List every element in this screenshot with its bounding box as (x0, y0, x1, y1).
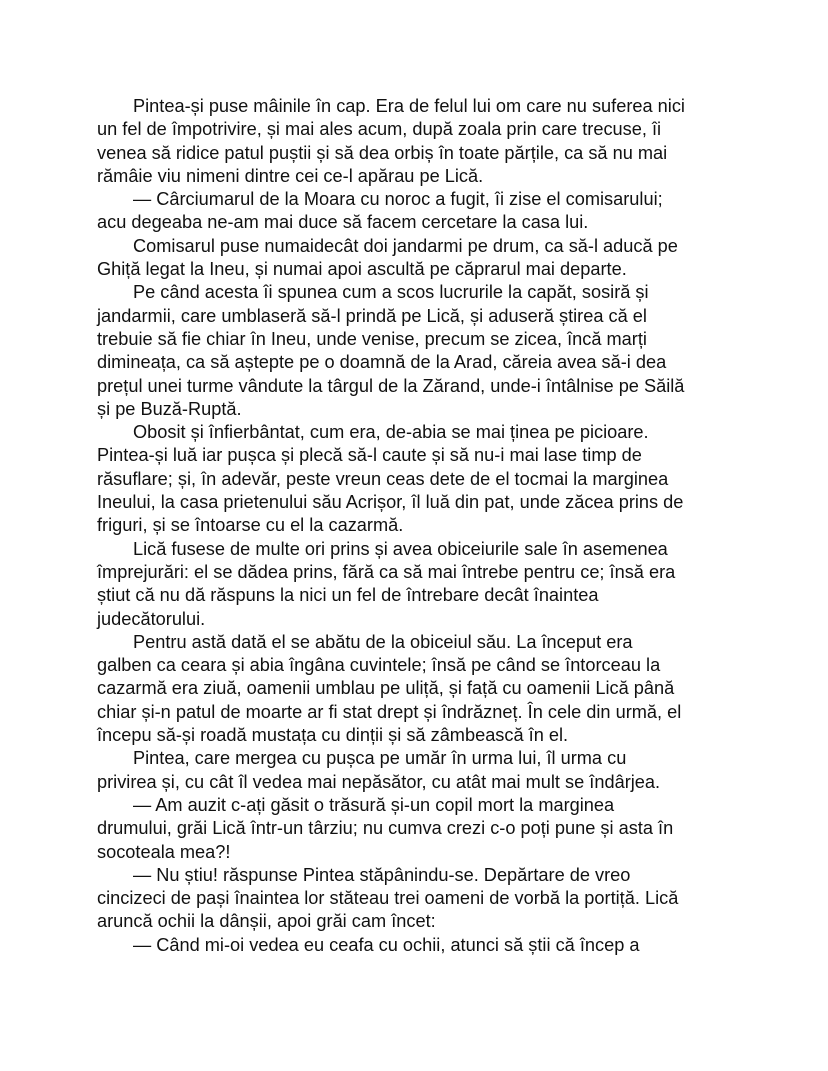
text-line: răsuflare; și, în adevăr, peste vreun ceas dete de el tocmai la marginea (97, 468, 669, 489)
text-line: aruncă ochii la dânșii, apoi grăi cam încet: (97, 911, 436, 932)
text-line: trebuie să fie chiar în Ineu, unde venise, precum se zicea, încă marți (97, 328, 647, 349)
document-page (97, 95, 747, 957)
text-line: Ineului, la casa prietenului său Acrișor, îl luă din pat, unde zăcea prins de (97, 492, 684, 513)
text-line: Pintea, care mergea cu pușca pe umăr în urma lui, îl urma cu (133, 748, 627, 769)
text-line: — Când mi-oi vedea eu ceafa cu ochii, atunci să știi că încep a (133, 934, 640, 955)
text-line: jandarmii, care umblaseră să-l prindă pe Lică, și aduseră știrea că el (97, 305, 647, 326)
text-line: Pintea-și puse mâinile în cap. Era de felul lui om care nu suferea nici (133, 96, 685, 116)
text-line: privirea și, cu cât îl vedea mai nepăsător, cu atât mai mult se îndârjea. (97, 771, 661, 792)
text-line: socoteala mea?! (97, 841, 231, 862)
text-line: Obosit și înfierbântat, cum era, de-abia se mai ținea pe picioare. (133, 422, 649, 443)
text-line: împrejurări: el se dădea prins, fără ca să mai întrebe pentru ce; însă era (97, 561, 676, 582)
text-line: un fel de împotrivire, și mai ales acum, după zoala prin care trecuse, îi (97, 119, 662, 140)
text-line: judecătorului. (97, 608, 206, 629)
text-line: Pintea-și luă iar pușca și plecă să-l caute și să nu-i mai lase timp de (97, 445, 642, 466)
text-line: cincizeci de pași înaintea lor stăteau trei oameni de vorbă la portiță. Lică (97, 888, 679, 909)
text-line: cazarmă era ziuă, oamenii umblau pe uliță, și față cu oamenii Lică până (97, 678, 675, 699)
text-line: — Cârciumarul de la Moara cu noroc a fugit, îi zise el comisarului; (133, 189, 663, 210)
text-line: venea să ridice patul puștii și să dea orbiș în toate părțile, ca să nu mai (97, 142, 668, 163)
text-line: — Am auzit c-ați găsit o trăsură și-un copil mort la marginea (133, 794, 615, 815)
text-line: dimineața, ca să aștepte pe o doamnă de la Arad, căreia avea să-i dea (97, 352, 667, 373)
text-line: Lică fusese de multe ori prins și avea obiceiurile sale în asemenea (133, 538, 668, 559)
text-line: — Nu știu! răspunse Pintea stăpânindu-se. Depărtare de vreo (133, 864, 631, 885)
text-line: friguri, și se întoarse cu el la cazarmă. (97, 515, 404, 536)
text-line: Pe când acesta îi spunea cum a scos lucrurile la capăt, sosiră și (133, 282, 649, 303)
text-line: rămâie viu nimeni dintre cei ce-l apărau pe Lică. (97, 165, 484, 186)
text-line: Comisarul puse numaidecât doi jandarmi pe drum, ca să-l aducă pe (133, 235, 678, 256)
text-line: chiar și-n patul de moarte ar fi stat drept și îndrăzneț. În cele din urmă, el (97, 701, 682, 722)
text-line: începu să-și roadă mustața cu dinții și să zâmbească în el. (97, 725, 569, 746)
text-line: Ghiță legat la Ineu, și numai apoi ascultă pe căprarul mai departe. (97, 259, 627, 280)
text-line: prețul unei turme vândute la târgul de la Zărand, unde-i întâlnise pe Săilă (97, 375, 685, 396)
text-line: Pentru astă dată el se abătu de la obiceiul său. La început era (133, 631, 633, 652)
text-line: drumului, grăi Lică într-un târziu; nu cumva crezi c-o poți pune și asta în (97, 818, 674, 839)
text-line: știut că nu dă răspuns la nici un fel de întrebare decât înaintea (97, 585, 599, 606)
text-line: și pe Buză-Ruptă. (97, 398, 242, 419)
text-line: galben ca ceara și abia îngâna cuvintele; însă pe când se întorceau la (97, 655, 661, 676)
text-line: acu degeaba ne-am mai duce să facem cercetare la casa lui. (97, 212, 589, 233)
